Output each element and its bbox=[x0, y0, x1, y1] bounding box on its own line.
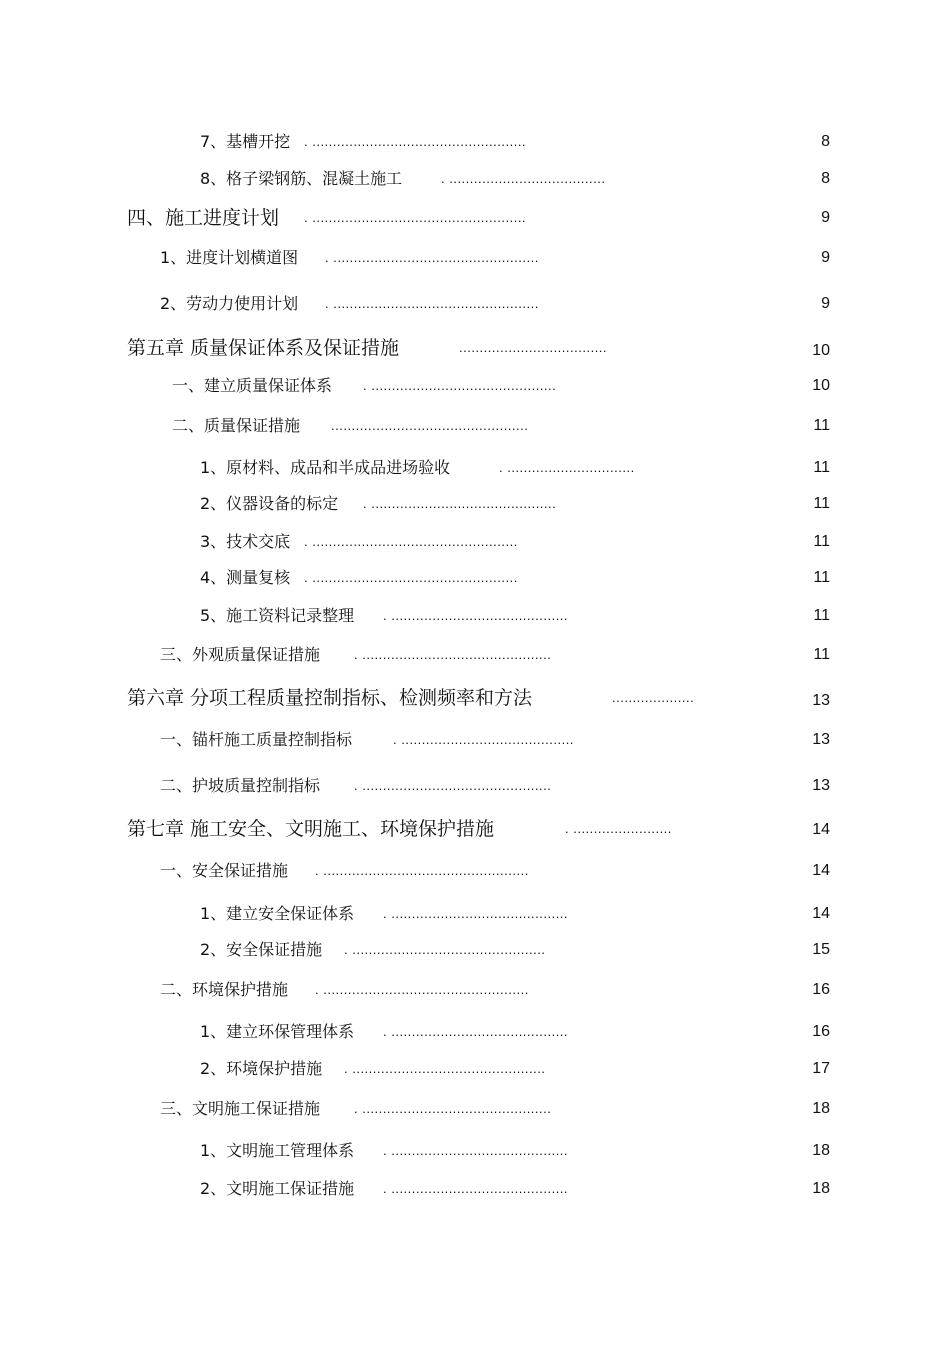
toc-leader-dots: . ............................................. bbox=[363, 496, 557, 511]
toc-entry-title: 3、技术交底 bbox=[200, 532, 291, 551]
toc-page-number: 10 bbox=[812, 377, 830, 394]
toc-page-number: 13 bbox=[812, 731, 830, 748]
toc-entry-title: 1、建立环保管理体系 bbox=[200, 1022, 355, 1041]
toc-leader-dots: . ............................... bbox=[499, 460, 635, 475]
toc-chapter-title: 第五章 质量保证体系及保证措施 bbox=[127, 337, 400, 359]
toc-entry bbox=[0, 292, 950, 316]
toc-page-number: 14 bbox=[812, 862, 830, 879]
toc-entry-title: 一、锚杆施工质量控制指标 bbox=[160, 730, 353, 749]
toc-entry-title: 1、进度计划横道图 bbox=[160, 248, 299, 267]
toc-page-number: 8 bbox=[821, 170, 830, 187]
toc-chapter-title: 第六章 分项工程质量控制指标、检测频率和方法 bbox=[127, 687, 533, 709]
toc-page-number: 17 bbox=[812, 1060, 830, 1077]
toc-leader-dots: . ........................................... bbox=[383, 1181, 569, 1196]
toc-entry bbox=[0, 859, 950, 883]
toc-chapter-entry bbox=[0, 336, 950, 360]
toc-page-number: 11 bbox=[813, 459, 830, 476]
toc-entry-title: 二、环境保护措施 bbox=[160, 980, 289, 999]
toc-entry-title: 二、护坡质量控制指标 bbox=[160, 776, 321, 795]
toc-entry bbox=[0, 643, 950, 667]
toc-page-number: 9 bbox=[821, 249, 830, 266]
toc-entry bbox=[0, 130, 950, 154]
toc-entry bbox=[0, 938, 950, 962]
toc-entry bbox=[0, 604, 950, 628]
toc-page-number: 9 bbox=[821, 295, 830, 312]
toc-leader-dots: . .............................................. bbox=[354, 1101, 552, 1116]
toc-entry-title: 1、建立安全保证体系 bbox=[200, 904, 355, 923]
toc-chapter-entry bbox=[0, 817, 950, 841]
toc-page-number: 11 bbox=[813, 646, 830, 663]
toc-entry-title: 2、仪器设备的标定 bbox=[200, 494, 339, 513]
toc-entry-title: 2、文明施工保证措施 bbox=[200, 1179, 355, 1198]
toc-entry bbox=[0, 1177, 950, 1201]
toc-leader-dots: . .................................................. bbox=[304, 570, 518, 585]
toc-leader-dots: . ........................................... bbox=[383, 906, 569, 921]
toc-page-number: 10 bbox=[812, 342, 830, 359]
toc-page-number: 11 bbox=[813, 569, 830, 586]
toc-entry bbox=[0, 728, 950, 752]
toc-entry bbox=[0, 456, 950, 480]
toc-entry bbox=[0, 167, 950, 191]
toc-page-number: 18 bbox=[812, 1142, 830, 1159]
toc-entry bbox=[0, 978, 950, 1002]
toc-page-number: 13 bbox=[812, 692, 830, 709]
toc-leader-dots: . ...................................... bbox=[441, 171, 606, 186]
toc-leader-dots: . ........................................... bbox=[383, 1143, 569, 1158]
toc-entry-title: 2、环境保护措施 bbox=[200, 1059, 323, 1078]
toc-entry bbox=[0, 774, 950, 798]
toc-page-number: 16 bbox=[812, 1023, 830, 1040]
toc-leader-dots: . ........................................... bbox=[383, 608, 569, 623]
toc-page-number: 8 bbox=[821, 133, 830, 150]
toc-entry-title: 一、安全保证措施 bbox=[160, 861, 289, 880]
toc-entry-title: 5、施工资料记录整理 bbox=[200, 606, 355, 625]
toc-leader-dots: . ............................................... bbox=[344, 1061, 546, 1076]
toc-leader-dots: . .................................................. bbox=[304, 534, 518, 549]
toc-leader-dots: . .............................................. bbox=[354, 778, 552, 793]
toc-entry-title: 2、安全保证措施 bbox=[200, 940, 323, 959]
toc-entry bbox=[0, 1097, 950, 1121]
toc-entry-title: 三、外观质量保证措施 bbox=[160, 645, 321, 664]
toc-entry bbox=[0, 374, 950, 398]
toc-entry bbox=[0, 902, 950, 926]
toc-entry-title: 四、施工进度计划 bbox=[127, 207, 280, 229]
toc-entry bbox=[0, 246, 950, 270]
toc-entry-title: 4、测量复核 bbox=[200, 568, 291, 587]
toc-page-number: 11 bbox=[813, 607, 830, 624]
toc-page-number: 14 bbox=[812, 821, 830, 838]
toc-page-number: 15 bbox=[812, 941, 830, 958]
toc-leader-dots: . .................................................... bbox=[304, 134, 527, 149]
toc-page-number: 11 bbox=[813, 533, 830, 550]
toc-chapter-title: 第七章 施工安全、文明施工、环境保护措施 bbox=[127, 818, 495, 840]
toc-entry-title: 1、文明施工管理体系 bbox=[200, 1141, 355, 1160]
toc-page-number: 16 bbox=[812, 981, 830, 998]
toc-page-number: 13 bbox=[812, 777, 830, 794]
toc-entry-title: 2、劳动力使用计划 bbox=[160, 294, 299, 313]
toc-page-number: 14 bbox=[812, 905, 830, 922]
toc-leader-dots: . .................................................. bbox=[315, 863, 529, 878]
toc-leader-dots: . ............................................. bbox=[363, 378, 557, 393]
toc-page-number: 9 bbox=[821, 209, 830, 226]
toc-entry-title: 三、文明施工保证措施 bbox=[160, 1099, 321, 1118]
toc-entry bbox=[0, 1020, 950, 1044]
toc-leader-dots: . ........................ bbox=[565, 821, 672, 836]
toc-leader-dots: . .................................................. bbox=[325, 296, 539, 311]
toc-entry-title: 7、基槽开挖 bbox=[200, 132, 291, 151]
toc-leader-dots: . ............................................... bbox=[344, 942, 546, 957]
toc-entry bbox=[0, 206, 950, 230]
toc-entry-title: 二、质量保证措施 bbox=[172, 416, 301, 435]
toc-entry bbox=[0, 414, 950, 438]
toc-entry-title: 8、格子梁钢筋、混凝土施工 bbox=[200, 169, 403, 188]
toc-leader-dots: . .................................................. bbox=[315, 982, 529, 997]
toc-page-number: 11 bbox=[813, 495, 830, 512]
toc-leader-dots: .................................... bbox=[459, 340, 608, 355]
toc-entry bbox=[0, 530, 950, 554]
toc-entry bbox=[0, 492, 950, 516]
toc-page-number: 11 bbox=[813, 417, 830, 434]
toc-entry bbox=[0, 1139, 950, 1163]
toc-page-number: 18 bbox=[812, 1100, 830, 1117]
toc-entry-title: 一、建立质量保证体系 bbox=[172, 376, 333, 395]
toc-entry bbox=[0, 1057, 950, 1081]
toc-leader-dots: ................................................ bbox=[331, 418, 529, 433]
toc-entry bbox=[0, 566, 950, 590]
toc-leader-dots: . .............................................. bbox=[354, 647, 552, 662]
toc-page-number: 18 bbox=[812, 1180, 830, 1197]
toc-leader-dots: . ........................................... bbox=[383, 1024, 569, 1039]
toc-leader-dots: . .................................................. bbox=[325, 250, 539, 265]
toc-leader-dots: . .................................................... bbox=[304, 210, 527, 225]
toc-leader-dots: . .......................................... bbox=[393, 732, 574, 747]
toc-entry-title: 1、原材料、成品和半成品进场验收 bbox=[200, 458, 451, 477]
toc-chapter-entry bbox=[0, 686, 950, 710]
toc-leader-dots: .................... bbox=[612, 690, 695, 705]
